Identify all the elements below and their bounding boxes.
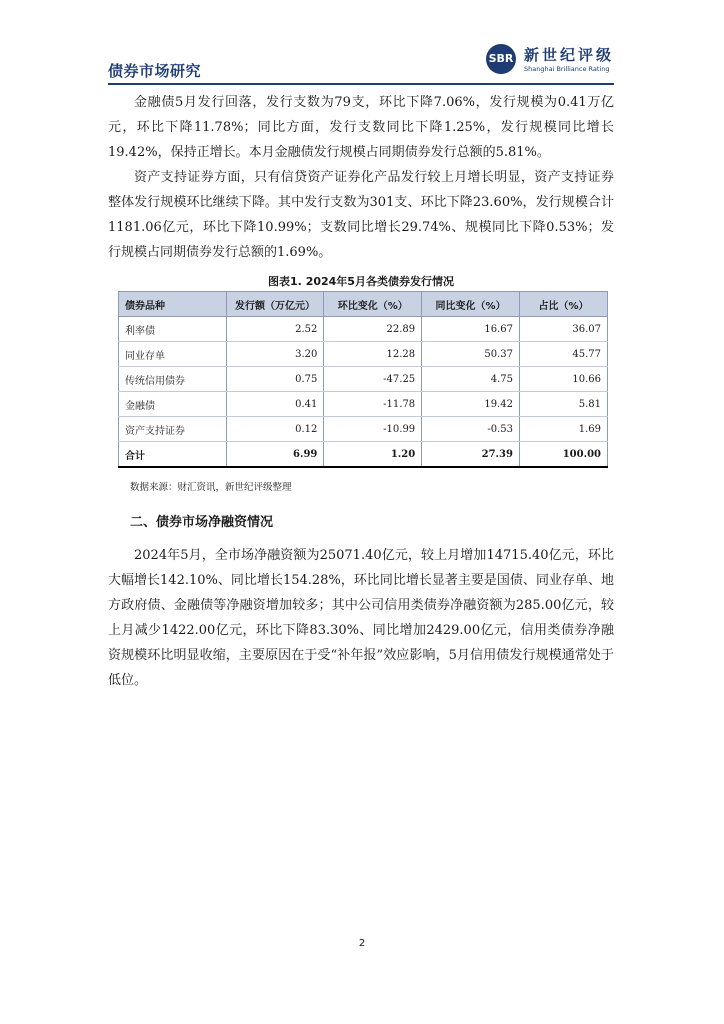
paragraph-asset-backed-securities: 资产支持证券方面，只有信贷资产证券化产品发行较上月增长明显，资产支持证券整体发行规模环比继续下降。其中发行支数为301支、环比下降23.60%，发行规模合计1181.06亿元，环比下降10.99%；支数同比增长29.74%、规模同比下降0.53%；发行规模占同期债券发行总额的1.69%。 — [108, 170, 614, 260]
table-total-row — [119, 442, 608, 468]
header-title: 债券市场研究 — [108, 62, 202, 80]
table-cell: 27.39 — [422, 442, 520, 468]
table-cell: 1.20 — [324, 442, 422, 468]
table-cell: 传统信用债券 — [119, 367, 227, 392]
table-cell: 资产支持证券 — [119, 417, 227, 442]
table-cell: 1.69 — [519, 417, 607, 442]
column-header: 环比变化（%） — [324, 292, 422, 317]
table-cell: 2.52 — [226, 317, 324, 342]
table-cell: 12.28 — [324, 342, 422, 367]
table-cell: 0.12 — [226, 417, 324, 442]
table-cell: 6.99 — [226, 442, 324, 468]
table-cell: 金融债 — [119, 392, 227, 417]
table-cell: 合计 — [119, 442, 227, 468]
table-row — [119, 342, 608, 367]
column-header: 发行额（万亿元） — [226, 292, 324, 317]
column-header: 占比（%） — [519, 292, 607, 317]
table-cell: 0.75 — [226, 367, 324, 392]
table-cell: 同业存单 — [119, 342, 227, 367]
table-cell: 5.81 — [519, 392, 607, 417]
bond-issuance-table — [118, 291, 608, 468]
table-cell: -10.99 — [324, 417, 422, 442]
table-cell: -11.78 — [324, 392, 422, 417]
table-row — [119, 417, 608, 442]
table-header-row — [119, 292, 608, 317]
table-row — [119, 317, 608, 342]
table-cell: 19.42 — [422, 392, 520, 417]
paragraph-financial-bonds: 金融债5月发行回落，发行支数为79支，环比下降7.06%，发行规模为0.41万亿元，环比下降11.78%；同比方面，发行支数同比下降1.25%，发行规模同比增长19.42%，保持正增长。本月金融债发行规模占同期债券发行总额的5.81%。 — [108, 95, 614, 160]
column-header: 债券品种 — [119, 292, 227, 317]
table-cell: 16.67 — [422, 317, 520, 342]
table-row — [119, 392, 608, 417]
logo-emblem-icon: SBR — [486, 44, 516, 74]
table-cell: 100.00 — [519, 442, 607, 468]
logo-name-cn: 新世纪评级 — [524, 46, 615, 64]
table-cell: 0.41 — [226, 392, 324, 417]
table-row — [119, 367, 608, 392]
table-cell: 50.37 — [422, 342, 520, 367]
table-cell: -47.25 — [324, 367, 422, 392]
table-cell: -0.53 — [422, 417, 520, 442]
header-divider — [108, 83, 614, 85]
table-cell: 利率债 — [119, 317, 227, 342]
page-number: 2 — [358, 938, 366, 949]
table-cell: 45.77 — [519, 342, 607, 367]
brand-logo — [486, 44, 626, 80]
table-cell: 3.20 — [226, 342, 324, 367]
paragraph-net-financing: 2024年5月，全市场净融资额为25071.40亿元，较上月增加14715.40亿元，环比大幅增长142.10%、同比增长154.28%，环比同比增长显著主要是国债、同业存单、地方政府债、金融债等净融资增加较多；其中公司信用类债券净融资额为285.00亿元，较上月减少1422.00亿元，环比下降83.30%、同比增加2429.00亿元，信用类债券净融资规模环比明显收缩，主要原因在于受“补年报”效应影响，5月信用债发行规模通常处于低位。 — [108, 548, 614, 688]
table-caption: 图表1. 2024年5月各类债券发行情况 — [268, 275, 454, 288]
table-cell: 4.75 — [422, 367, 520, 392]
table-cell: 36.07 — [519, 317, 607, 342]
logo-name-en: Shanghai Brilliance Rating — [524, 65, 610, 73]
table-cell: 10.66 — [519, 367, 607, 392]
section-heading: 二、债券市场净融资情况 — [130, 515, 274, 530]
table-cell: 22.89 — [324, 317, 422, 342]
table-source-note: 数据来源：财汇资讯，新世纪评级整理 — [130, 482, 292, 493]
column-header: 同比变化（%） — [422, 292, 520, 317]
